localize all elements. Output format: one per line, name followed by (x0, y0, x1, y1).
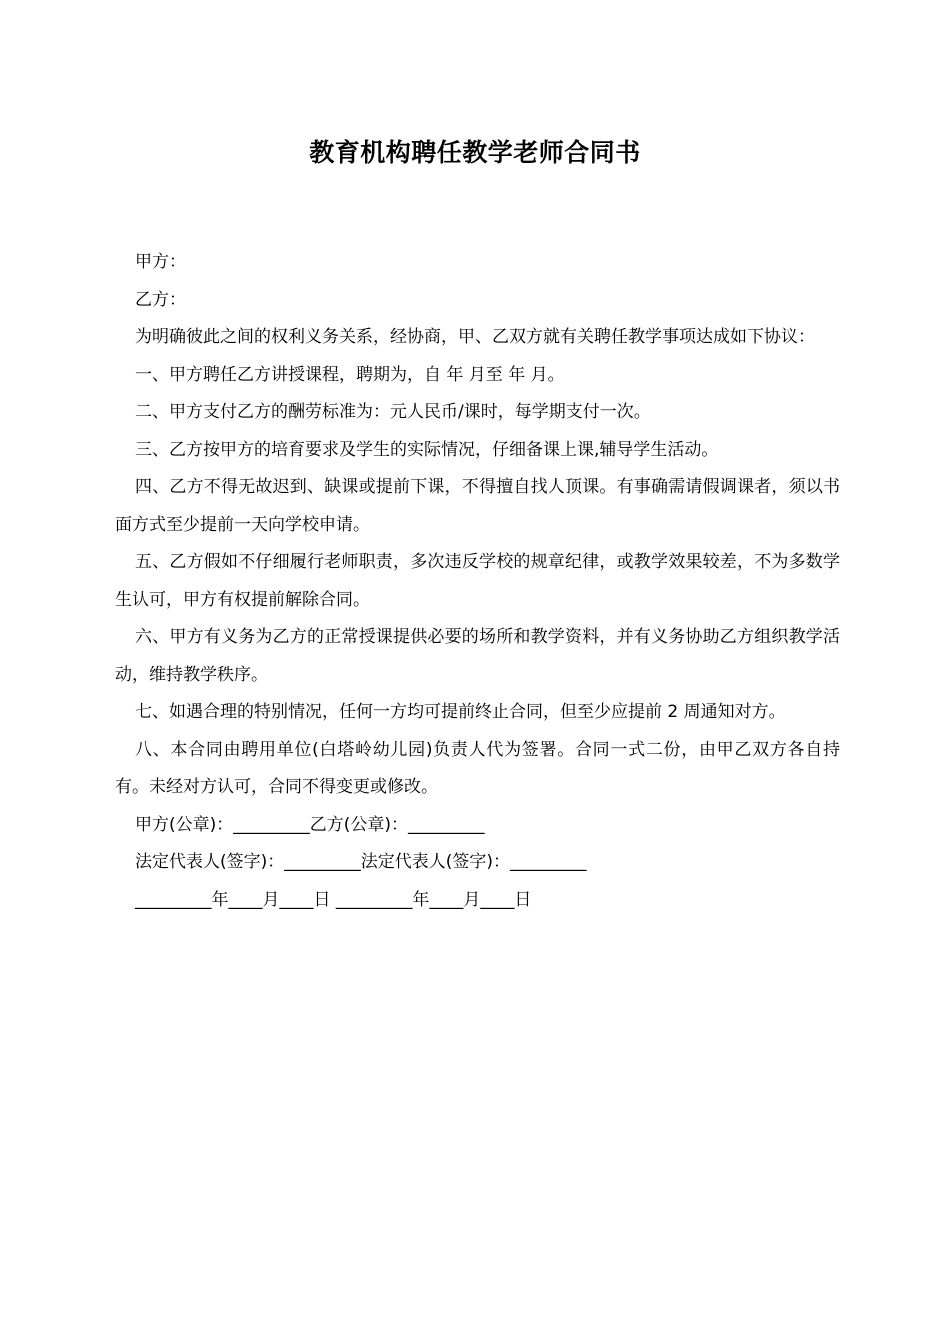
clause-6: 六、甲方有义务为乙方的正常授课提供必要的场所和教学资料，并有义务协助乙方组织教学活动，维持教学秩序。 (115, 627, 840, 685)
party-b-label: 乙方： (135, 289, 186, 310)
clause-3: 三、乙方按甲方的培育要求及学生的实际情况，仔细备课上课,辅导学生活动。 (135, 439, 719, 460)
clause-5: 五、乙方假如不仔细履行老师职责，多次违反学校的规章纪律，或教学效果较差，不为多数学生认可，甲方有权提前解除合同。 (115, 552, 840, 610)
clause-1: 一、甲方聘任乙方讲授课程，聘期为，自 年 月至 年 月。 (135, 364, 565, 385)
party-a-label: 甲方： (135, 252, 186, 272)
date-line: _________年____月____日 _________年____月____日 (135, 889, 532, 910)
clause-7: 七、如遇合理的特别情况，任何一方均可提前终止合同，但至少应提前 2 周通知对方。 (135, 702, 786, 722)
document-body (115, 244, 840, 919)
representative-signature-line: 法定代表人(签字)：_________法定代表人(签字)：_________ (135, 852, 587, 872)
document-title: 教育机构聘任教学老师合同书 (309, 138, 641, 167)
seal-signature-line: 甲方(公章)：_________乙方(公章)：_________ (135, 814, 485, 835)
preamble-paragraph: 为明确彼此之间的权利义务关系，经协商，甲、乙双方就有关聘任教学事项达成如下协议： (135, 327, 815, 347)
clause-8: 八、本合同由聘用单位(白塔岭幼儿园)负责人代为签署。合同一式二份，由甲乙双方各自持有。未经对方认可，合同不得变更或修改。 (115, 739, 840, 797)
clause-2: 二、甲方支付乙方的酬劳标准为：元人民币/课时，每学期支付一次。 (135, 402, 651, 422)
clause-4: 四、乙方不得无故迟到、缺课或提前下课，不得擅自找人顶课。有事确需请假调课者，须以书面方式至少提前一天向学校申请。 (115, 477, 840, 535)
